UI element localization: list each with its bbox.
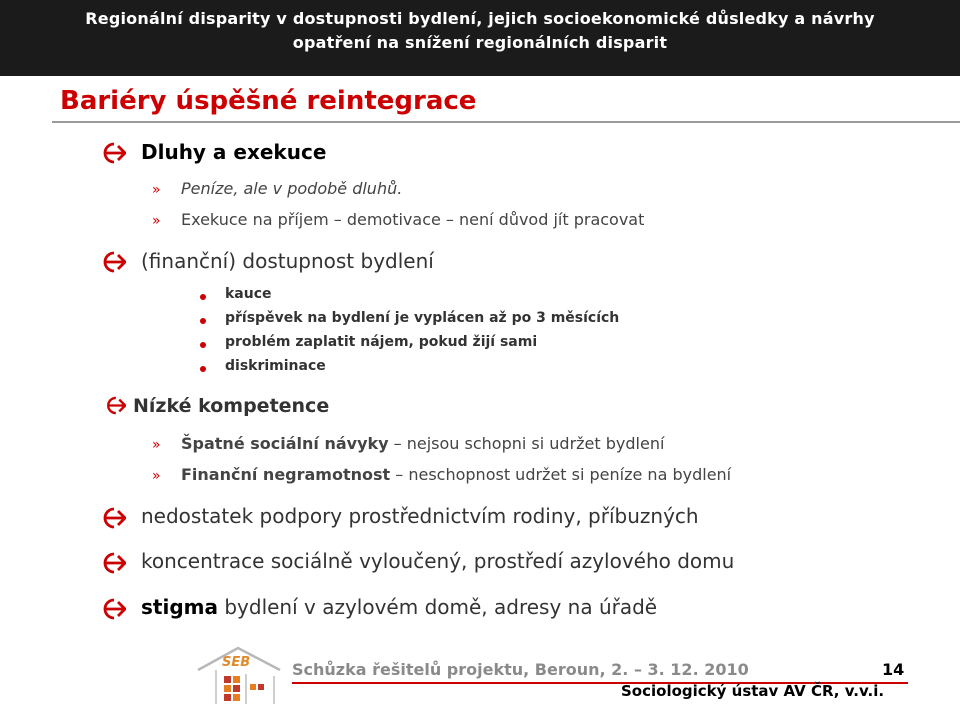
- comp-sub-1-rest: – nejsou schopni si udržet bydlení: [388, 434, 665, 453]
- comp-sub-1: [181, 434, 664, 453]
- svg-text:SEB: SEB: [222, 655, 251, 670]
- arrow-bullet-icon: [100, 597, 126, 621]
- item-debts: Dluhy a exekuce: [141, 140, 327, 164]
- debts-sub-2: Exekuce na příjem – demotivace – není důvod jít pracovat: [181, 210, 645, 229]
- arrow-bullet-icon: [100, 250, 126, 274]
- sub-marker: »: [152, 468, 161, 484]
- comp-sub-2: [181, 465, 731, 484]
- item-support: nedostatek podpory prostřednictvím rodiny, příbuzných: [141, 504, 699, 528]
- page-number: 14: [882, 660, 905, 679]
- aff-bullet-2: příspěvek na bydlení je vyplácen až po 3 měsících: [225, 310, 620, 326]
- comp-sub-2-bold: Finanční negramotnost: [181, 465, 391, 484]
- arrow-bullet-icon: [100, 551, 126, 575]
- slide-title: Bariéry úspěšné reintegrace: [60, 86, 477, 116]
- presentation-header: [0, 0, 960, 76]
- stigma-rest: bydlení v azylovém domě, adresy na úřadě: [217, 595, 658, 619]
- stigma-bold: stigma: [141, 595, 218, 619]
- bullet-dot: [200, 342, 206, 348]
- debts-sub-1: Peníze, ale v podobě dluhů.: [181, 179, 403, 198]
- comp-sub-2-rest: – neschopnost udržet si peníze na bydlení: [390, 465, 732, 484]
- item-concentration: koncentrace sociálně vyloučený, prostředí azylového domu: [141, 549, 735, 573]
- comp-sub-1-bold: Špatné sociální návyky: [181, 434, 389, 453]
- header-line-1: Regionální disparity v dostupnosti bydlení, jejich socioekonomické důsledky a návrhy: [85, 9, 875, 28]
- seb-logo: [188, 640, 288, 704]
- arrow-bullet-icon: [104, 395, 126, 416]
- sub-marker: »: [152, 213, 161, 229]
- arrow-bullet-icon: [100, 506, 126, 530]
- bullet-dot: [200, 294, 206, 300]
- aff-bullet-4: diskriminace: [225, 358, 326, 374]
- item-stigma: [141, 595, 657, 619]
- arrow-bullet-icon: [100, 141, 126, 165]
- aff-bullet-3: problém zaplatit nájem, pokud žijí sami: [225, 334, 538, 350]
- sub-marker: »: [152, 182, 161, 198]
- footer-institute: Sociologický ústav AV ČR, v.v.i.: [621, 682, 885, 700]
- item-affordability: (finanční) dostupnost bydlení: [141, 249, 434, 273]
- bullet-dot: [200, 366, 206, 372]
- item-competence: Nízké kompetence: [133, 395, 330, 417]
- footer-meeting: Schůzka řešitelů projektu, Beroun, 2. – 3. 12. 2010: [292, 660, 749, 679]
- sub-marker: »: [152, 437, 161, 453]
- bullet-dot: [200, 318, 206, 324]
- header-line-2: opatření na snížení regionálních disparit: [292, 33, 668, 52]
- aff-bullet-1: kauce: [225, 286, 272, 302]
- title-divider: [52, 121, 960, 123]
